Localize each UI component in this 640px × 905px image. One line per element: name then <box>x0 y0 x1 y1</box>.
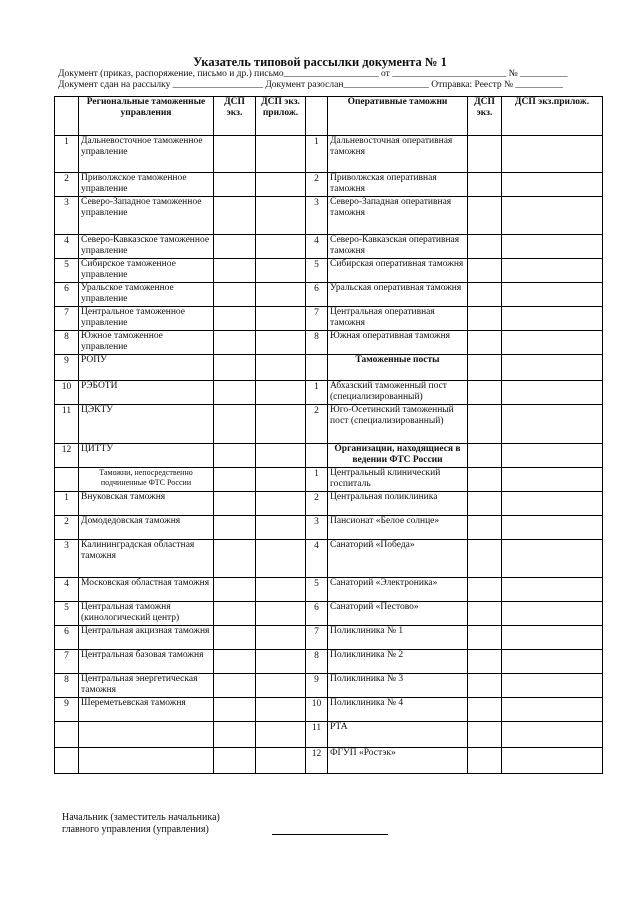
dsp-prilozh2-cell <box>502 259 603 283</box>
table-row <box>55 355 603 381</box>
regional-name: Таможни, непосредственно подчиненные ФТС России <box>79 468 214 492</box>
dsp-ekz-cell <box>214 698 256 722</box>
row-number-right: 11 <box>306 722 328 748</box>
dsp-prilozh2-cell <box>502 516 603 540</box>
row-number-left: 11 <box>55 405 79 444</box>
dsp-ekz-cell <box>214 283 256 307</box>
dsp-prilozh2-cell <box>502 674 603 698</box>
dsp-prilozh-cell <box>256 602 306 626</box>
table-row <box>55 722 603 748</box>
dsp-prilozh2-cell <box>502 748 603 774</box>
dsp-ekz-cell <box>214 540 256 578</box>
row-number-left: 1 <box>55 136 79 173</box>
regional-name: Сибирское таможенное управление <box>79 259 214 283</box>
document-details-line: Документ (приказ, распоряжение, письмо и др.) письмо____________________ от ________________________ № __________ <box>58 69 568 79</box>
row-number-left <box>55 748 79 774</box>
col-number-left <box>55 97 79 136</box>
dsp-prilozh2-cell <box>502 722 603 748</box>
row-number-right: 3 <box>306 516 328 540</box>
row-number-left: 2 <box>55 173 79 197</box>
dsp-ekz2-cell <box>468 235 502 259</box>
row-number-right: 8 <box>306 650 328 674</box>
dsp-prilozh-cell <box>256 444 306 468</box>
dsp-ekz-cell <box>214 381 256 405</box>
dsp-ekz2-cell <box>468 748 502 774</box>
table-row <box>55 602 603 626</box>
row-number-right: 4 <box>306 540 328 578</box>
dsp-prilozh-cell <box>256 405 306 444</box>
table-row <box>55 136 603 173</box>
table-row <box>55 444 603 468</box>
row-number-right: 2 <box>306 405 328 444</box>
dsp-ekz2-cell <box>468 540 502 578</box>
dsp-prilozh-cell <box>256 748 306 774</box>
dsp-prilozh2-cell <box>502 381 603 405</box>
col-regional-header: Региональные таможенные управления <box>79 97 214 136</box>
dsp-ekz2-cell <box>468 468 502 492</box>
row-number-right: 4 <box>306 235 328 259</box>
dsp-ekz2-cell <box>468 516 502 540</box>
dsp-prilozh-cell <box>256 492 306 516</box>
dsp-prilozh2-cell <box>502 197 603 235</box>
regional-name: Домодедовская таможня <box>79 516 214 540</box>
regional-name: Шереметьевская таможня <box>79 698 214 722</box>
dsp-prilozh-cell <box>256 674 306 698</box>
distribution-details-line: Документ сдан на рассылку ___________________ Документ разослан__________________ Отправка: Реестр № __________ <box>58 80 563 90</box>
dsp-prilozh-cell <box>256 722 306 748</box>
table-row <box>55 650 603 674</box>
dsp-prilozh-cell <box>256 698 306 722</box>
row-number-left: 6 <box>55 626 79 650</box>
row-number-right: 9 <box>306 674 328 698</box>
regional-name: Внуковская таможня <box>79 492 214 516</box>
dsp-prilozh2-cell <box>502 540 603 578</box>
row-number-left: 3 <box>55 540 79 578</box>
signature-title-line1: Начальник (заместитель начальника) <box>62 812 220 823</box>
operative-name: Центральная поликлиника <box>328 492 468 516</box>
table-row <box>55 307 603 331</box>
operative-name: Организации, находящиеся в ведении ФТС России <box>328 444 468 468</box>
operative-name: Поликлиника № 1 <box>328 626 468 650</box>
regional-name: Северо-Кавказское таможенное управление <box>79 235 214 259</box>
dsp-ekz2-cell <box>468 331 502 355</box>
operative-name: Санаторий «Электроника» <box>328 578 468 602</box>
row-number-left: 7 <box>55 650 79 674</box>
col-dsp-ekz2-header: ДСП экз. <box>468 97 502 136</box>
row-number-left: 1 <box>55 492 79 516</box>
regional-name: Центральная акцизная таможня <box>79 626 214 650</box>
regional-name: РОПУ <box>79 355 214 381</box>
operative-name: Санаторий «Пестово» <box>328 602 468 626</box>
signature-line <box>272 834 388 835</box>
operative-name: Санаторий «Победа» <box>328 540 468 578</box>
dsp-prilozh-cell <box>256 650 306 674</box>
operative-name: Поликлиника № 4 <box>328 698 468 722</box>
operative-name: Уральская оперативная таможня <box>328 283 468 307</box>
dsp-prilozh2-cell <box>502 136 603 173</box>
operative-name: Абхазский таможенный пост (специализированный) <box>328 381 468 405</box>
col-dsp-prilozh2-header: ДСП экз.прилож. <box>502 97 603 136</box>
operative-name: Северо-Кавказская оперативная таможня <box>328 235 468 259</box>
dsp-ekz2-cell <box>468 307 502 331</box>
row-number-right: 1 <box>306 381 328 405</box>
regional-name: Приволжское таможенное управление <box>79 173 214 197</box>
table-row <box>55 578 603 602</box>
dsp-ekz-cell <box>214 626 256 650</box>
table-row <box>55 674 603 698</box>
dsp-ekz-cell <box>214 235 256 259</box>
row-number-left: 9 <box>55 355 79 381</box>
table-row <box>55 626 603 650</box>
dsp-prilozh2-cell <box>502 492 603 516</box>
dsp-prilozh2-cell <box>502 602 603 626</box>
row-number-left: 12 <box>55 444 79 468</box>
dsp-ekz-cell <box>214 173 256 197</box>
dsp-prilozh-cell <box>256 307 306 331</box>
operative-name: Сибирская оперативная таможня <box>328 259 468 283</box>
dsp-ekz2-cell <box>468 602 502 626</box>
dsp-ekz-cell <box>214 259 256 283</box>
document-title: Указатель типовой рассылки документа № 1 <box>193 55 447 69</box>
dsp-prilozh2-cell <box>502 468 603 492</box>
dsp-ekz-cell <box>214 602 256 626</box>
operative-name: Дальневосточная оперативная таможня <box>328 136 468 173</box>
dsp-ekz2-cell <box>468 626 502 650</box>
dsp-ekz-cell <box>214 650 256 674</box>
operative-name: Поликлиника № 2 <box>328 650 468 674</box>
operative-name: Поликлиника № 3 <box>328 674 468 698</box>
operative-name: Центральная оперативная таможня <box>328 307 468 331</box>
row-number-right: 6 <box>306 283 328 307</box>
dsp-prilozh2-cell <box>502 578 603 602</box>
dsp-ekz2-cell <box>468 405 502 444</box>
dsp-prilozh-cell <box>256 540 306 578</box>
dsp-ekz-cell <box>214 722 256 748</box>
operative-name: Южная оперативная таможня <box>328 331 468 355</box>
row-number-right: 12 <box>306 748 328 774</box>
regional-name: Северо-Западное таможенное управление <box>79 197 214 235</box>
dsp-ekz2-cell <box>468 650 502 674</box>
table-row <box>55 540 603 578</box>
operative-name: Северо-Западная оперативная таможня <box>328 197 468 235</box>
dsp-prilozh2-cell <box>502 283 603 307</box>
row-number-right: 6 <box>306 602 328 626</box>
dsp-prilozh2-cell <box>502 626 603 650</box>
dsp-ekz-cell <box>214 331 256 355</box>
dsp-ekz2-cell <box>468 444 502 468</box>
row-number-right: 10 <box>306 698 328 722</box>
dsp-prilozh-cell <box>256 283 306 307</box>
dsp-prilozh2-cell <box>502 650 603 674</box>
dsp-prilozh-cell <box>256 331 306 355</box>
dsp-ekz-cell <box>214 444 256 468</box>
dsp-prilozh-cell <box>256 197 306 235</box>
row-number-right: 7 <box>306 307 328 331</box>
regional-name: Калининградская областная таможня <box>79 540 214 578</box>
regional-name <box>79 722 214 748</box>
regional-name: Южное таможенное управление <box>79 331 214 355</box>
regional-name: Московская областная таможня <box>79 578 214 602</box>
regional-name: Центральная энергетическая таможня <box>79 674 214 698</box>
col-operative-header: Оперативные таможни <box>328 97 468 136</box>
table-row <box>55 405 603 444</box>
dsp-ekz-cell <box>214 468 256 492</box>
dsp-ekz-cell <box>214 516 256 540</box>
row-number-left <box>55 468 79 492</box>
dsp-prilozh2-cell <box>502 698 603 722</box>
regional-name: Центральная базовая таможня <box>79 650 214 674</box>
dsp-ekz2-cell <box>468 355 502 381</box>
operative-name: Приволжская оперативная таможня <box>328 173 468 197</box>
dsp-prilozh-cell <box>256 468 306 492</box>
table-row <box>55 173 603 197</box>
table-row <box>55 197 603 235</box>
dsp-ekz2-cell <box>468 173 502 197</box>
row-number-right: 5 <box>306 259 328 283</box>
dsp-ekz2-cell <box>468 722 502 748</box>
regional-name: РЭБОТИ <box>79 381 214 405</box>
operative-name: Пансионат «Белое солнце» <box>328 516 468 540</box>
row-number-right: 2 <box>306 492 328 516</box>
col-dsp-prilozh-header: ДСП экз. прилож. <box>256 97 306 136</box>
operative-name: ФГУП «Ростэк» <box>328 748 468 774</box>
row-number-right: 1 <box>306 136 328 173</box>
dsp-prilozh-cell <box>256 259 306 283</box>
row-number-right: 5 <box>306 578 328 602</box>
table-header-row <box>55 97 603 136</box>
row-number-right: 7 <box>306 626 328 650</box>
dsp-prilozh-cell <box>256 173 306 197</box>
dsp-prilozh-cell <box>256 578 306 602</box>
dsp-ekz2-cell <box>468 259 502 283</box>
row-number-left: 10 <box>55 381 79 405</box>
operative-name: Таможенные посты <box>328 355 468 381</box>
dsp-ekz-cell <box>214 405 256 444</box>
row-number-left: 5 <box>55 602 79 626</box>
table-row <box>55 468 603 492</box>
row-number-left: 2 <box>55 516 79 540</box>
row-number-right <box>306 355 328 381</box>
dsp-ekz2-cell <box>468 197 502 235</box>
dsp-prilozh-cell <box>256 626 306 650</box>
regional-name <box>79 748 214 774</box>
dsp-ekz-cell <box>214 748 256 774</box>
row-number-left: 3 <box>55 197 79 235</box>
table-row <box>55 259 603 283</box>
dsp-prilozh2-cell <box>502 173 603 197</box>
col-number-right <box>306 97 328 136</box>
operative-name: Центральный клинический госпиталь <box>328 468 468 492</box>
table-row <box>55 492 603 516</box>
regional-name: ЦИТТУ <box>79 444 214 468</box>
row-number-left: 5 <box>55 259 79 283</box>
row-number-right: 1 <box>306 468 328 492</box>
dsp-prilozh2-cell <box>502 405 603 444</box>
regional-name: Центральная таможня (кинологический центр) <box>79 602 214 626</box>
dsp-ekz2-cell <box>468 283 502 307</box>
dsp-prilozh-cell <box>256 355 306 381</box>
dsp-ekz-cell <box>214 307 256 331</box>
dsp-ekz2-cell <box>468 578 502 602</box>
col-dsp-ekz-header: ДСП экз. <box>214 97 256 136</box>
row-number-left: 7 <box>55 307 79 331</box>
table-row <box>55 235 603 259</box>
row-number-left: 9 <box>55 698 79 722</box>
dsp-prilozh2-cell <box>502 444 603 468</box>
dsp-ekz-cell <box>214 136 256 173</box>
row-number-right <box>306 444 328 468</box>
dsp-prilozh-cell <box>256 516 306 540</box>
dsp-prilozh-cell <box>256 381 306 405</box>
dsp-prilozh2-cell <box>502 331 603 355</box>
table-row <box>55 698 603 722</box>
regional-name: ЦЭКТУ <box>79 405 214 444</box>
row-number-right: 3 <box>306 197 328 235</box>
dsp-ekz-cell <box>214 674 256 698</box>
dsp-prilozh2-cell <box>502 307 603 331</box>
row-number-left: 8 <box>55 674 79 698</box>
dsp-ekz-cell <box>214 197 256 235</box>
table-row <box>55 283 603 307</box>
row-number-left: 4 <box>55 578 79 602</box>
table-row <box>55 516 603 540</box>
dsp-prilozh-cell <box>256 235 306 259</box>
table-row <box>55 381 603 405</box>
dsp-ekz-cell <box>214 578 256 602</box>
row-number-left: 8 <box>55 331 79 355</box>
row-number-left: 6 <box>55 283 79 307</box>
table-row <box>55 748 603 774</box>
regional-name: Центральное таможенное управление <box>79 307 214 331</box>
row-number-left: 4 <box>55 235 79 259</box>
row-number-left <box>55 722 79 748</box>
dsp-ekz2-cell <box>468 381 502 405</box>
dsp-ekz2-cell <box>468 674 502 698</box>
table-row <box>55 331 603 355</box>
dsp-ekz2-cell <box>468 698 502 722</box>
operative-name: РТА <box>328 722 468 748</box>
dsp-prilozh2-cell <box>502 355 603 381</box>
dsp-ekz-cell <box>214 355 256 381</box>
dsp-prilozh-cell <box>256 136 306 173</box>
dsp-ekz-cell <box>214 492 256 516</box>
regional-name: Дальневосточное таможенное управление <box>79 136 214 173</box>
dsp-prilozh2-cell <box>502 235 603 259</box>
distribution-table <box>54 96 603 774</box>
signature-title-line2: главного управления (управления) <box>62 824 209 835</box>
regional-name: Уральское таможенное управление <box>79 283 214 307</box>
dsp-ekz2-cell <box>468 136 502 173</box>
row-number-right: 8 <box>306 331 328 355</box>
dsp-ekz2-cell <box>468 492 502 516</box>
operative-name: Юго-Осетинский таможенный пост (специализированный) <box>328 405 468 444</box>
row-number-right: 2 <box>306 173 328 197</box>
